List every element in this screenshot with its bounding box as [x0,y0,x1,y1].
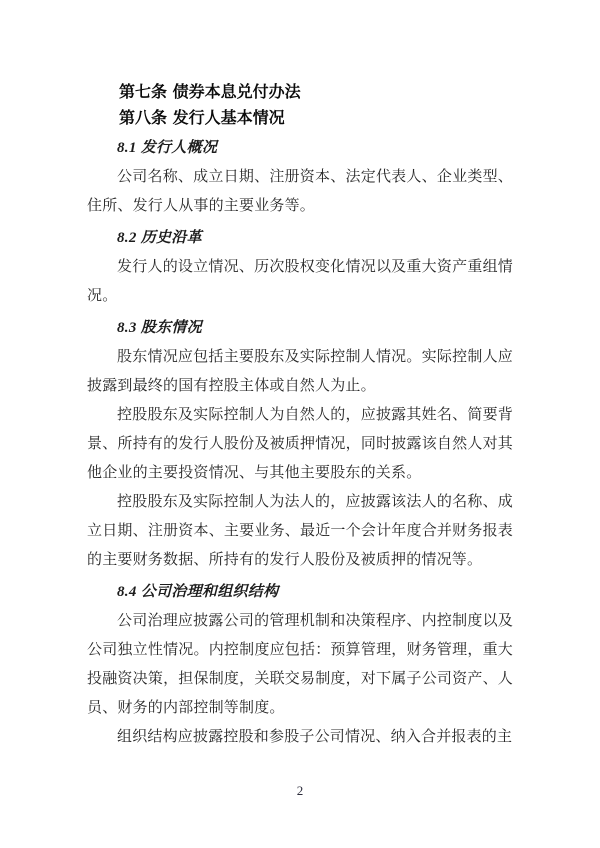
paragraph-governance: 公司治理应披露公司的管理机制和决策程序、内控制度以及公司独立性情况。内控制度应包括：预算管理，财务管理，重大投融资决策，担保制度，关联交易制度，对下属子公司资产、人员、财务的内部控制等制度。 [87,613,513,716]
section-heading-8-3: 8.3 股东情况 [117,320,202,336]
paragraph-shareholders-general: 股东情况应包括主要股东及实际控制人情况。实际控制人应披露到最终的国有控股主体或自然人为止。 [87,349,513,394]
section-heading-8-1: 8.1 发行人概况 [117,140,218,156]
paragraph-history: 发行人的设立情况、历次股权变化情况以及重大资产重组情况。 [87,259,513,304]
page-number: 2 [296,783,304,798]
paragraph-issuer-overview: 公司名称、成立日期、注册资本、法定代表人、企业类型、住所、发行人从事的主要业务等。 [87,169,513,214]
paragraph-org-structure: 组织结构应披露控股和参股子公司情况、纳入合并报表的主 [117,729,513,745]
paragraph-controller-legal-person: 控股股东及实际控制人为法人的，应披露该法人的名称、成立日期、注册资本、主要业务、最近一个会计年度合并财务报表的主要财务数据、所持有的发行人股份及被质押的情况等。 [87,494,513,568]
chapter-heading-article-7: 第七条 债券本息兑付办法 [119,82,301,101]
section-heading-8-4: 8.4 公司治理和组织结构 [117,584,279,600]
paragraph-controller-natural-person: 控股股东及实际控制人为自然人的，应披露其姓名、简要背景、所持有的发行人股份及被质押情况，同时披露该自然人对其他企业的主要投资情况、与其他主要股东的关系。 [87,407,513,481]
document-body [87,79,513,752]
chapter-heading-article-8: 第八条 发行人基本情况 [119,108,285,127]
section-heading-8-2: 8.2 历史沿革 [117,230,202,246]
